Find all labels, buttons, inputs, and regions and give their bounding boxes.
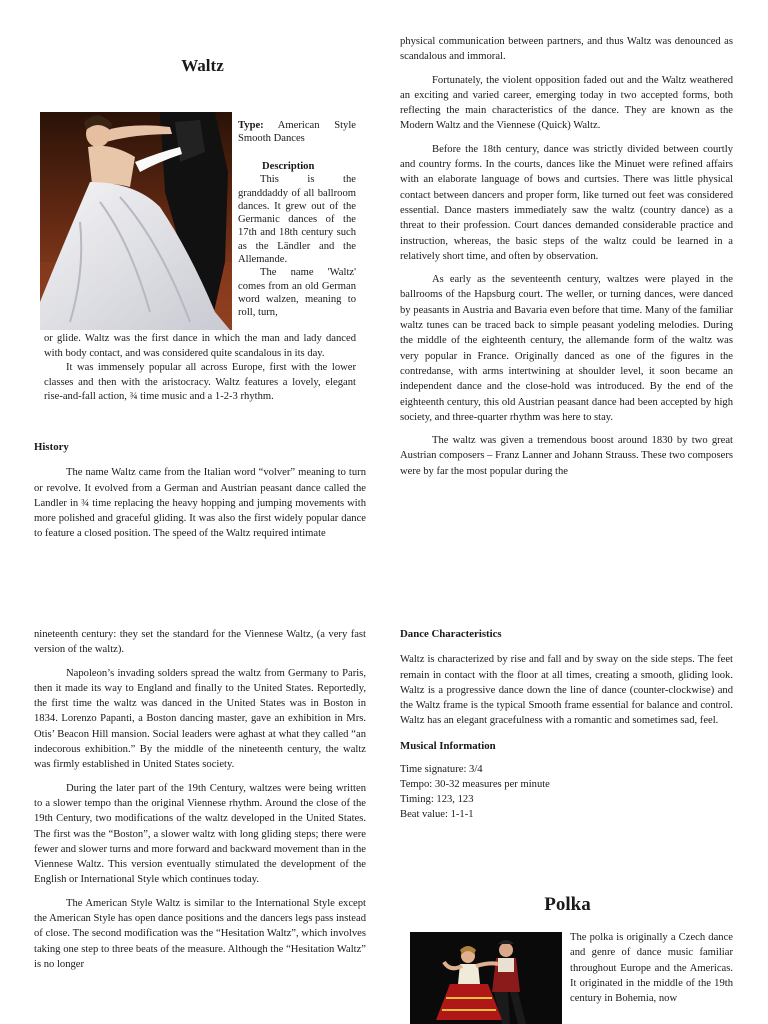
description-paragraph-2-start: The name 'Waltz' comes from an old German word walzen, meaning to roll, turn, <box>238 267 356 319</box>
timing: Timing: 123, 123 <box>400 794 474 806</box>
musical-information-list <box>400 762 733 822</box>
left-paragraph-3: During the later part of the 19th Century, waltzes were being written to a slower tempo than the original Viennese rhythm. Around the close of the 19th Century, two modifications of the waltz developed in the United States. The first was the “Boston”, a slower waltz with long gliding steps; there were fewer and slower turns and more forward and backward movement than in the Viennese Waltz. This version eventually stimulated the development of the English or International Style which continues today. <box>34 782 366 886</box>
polka-dancers-photo <box>410 932 562 1024</box>
left-paragraph-1: nineteenth century: they set the standard for the Viennese Waltz, (a very fast version of the waltz). <box>34 629 366 656</box>
history-section <box>34 440 366 550</box>
tempo: Tempo: 30-32 measures per minute <box>400 779 550 791</box>
description-paragraph-2-end: or glide. Waltz was the first dance in which the man and lady danced with body contact, and was considered quite scandalous in its day. <box>44 333 356 359</box>
description-heading: Description <box>262 161 315 172</box>
dance-characteristics-text: Waltz is characterized by rise and fall and by sway on the side steps. The feet remain in contact with the floor at all times, creating a smooth, gliding look. Waltz is a progressive dance down the line of dance (counter-clockwise) and the Waltz frame is the typical Smooth frame essential for balance and control. Waltz has an elegant gracefulness with a romantic and sometimes sad, feel. <box>400 654 733 727</box>
right-paragraph-2: Fortunately, the violent opposition faded out and the Waltz weathered an exciting and varied career, emerging today in two accepted forms, both reflecting the main characteristics of the dance. They are known as the Modern Waltz and the Viennese (Quick) Waltz. <box>400 74 733 132</box>
left-paragraph-2: Napoleon’s invading solders spread the waltz from Germany to Paris, then it made its way to England and finally to the United States. Reportedly, the first time the waltz was danced in the United States was in Boston in 1834. Lorenzo Papanti, a Boston dancing master, gave an exhibition in Mrs. Otis’ Beacon Hill mansion. Social leaders were aghast at what they called “an indecorous exhibition.” By the middle of the nineteenth century, the waltz was firmly established in United States society. <box>34 667 366 771</box>
right-paragraph-4: As early as the seventeenth century, waltzes were played in the ballrooms of the Hapsburg court. The weller, or turning dances, were danced by peasants in Austria and Bavaria even before that time. Many of the familiar waltz tunes can be traced back to simple peasant yodeling melodies. During the middle of the eighteenth century, the allemande form of the waltz was very popular in France. Originally danced as one of the figures in the contredanse, with arms intertwining at shoulder level, it soon became an independent dance and the close-hold was introduced. By the end of the eighteenth century, this old Austrian peasant dance had been accepted by high society, and three-quarter rhythm was here to stay. <box>400 274 733 423</box>
right-paragraph-1: physical communication between partners, and thus Waltz was denounced as scandalous and immoral. <box>400 36 733 63</box>
type-value: American Style Smooth Dances <box>238 120 356 145</box>
waltz-title: Waltz <box>181 56 224 75</box>
description-block <box>238 160 356 320</box>
history-heading: History <box>34 441 69 453</box>
page2-left-column <box>34 627 366 980</box>
musical-information-heading: Musical Information <box>400 739 496 752</box>
description-paragraph-1: This is the granddaddy of all ballroom dances. It grew out of the Germanic dances of the 17th and 18th century such as the Ländler and the Allemande. <box>238 174 356 266</box>
polka-title: Polka <box>544 894 591 915</box>
right-paragraph-3: Before the 18th century, dance was strictly divided between courtly and country forms. In the courts, dances like the Minuet were refined affairs with an elaborate language of bows and curtsies. There was little physical contact between dancers and proper form, like turned out feet was considered essential. Dance masters immediately saw the waltz (country dance) as a threat to their profession. Court dances demanded considerable practice and instruction, whereas, the basic steps of the waltz could be learned in a relatively short time, and often by observation. <box>400 143 733 262</box>
waltz-dancers-photo <box>40 112 232 330</box>
beat-value: Beat value: 1-1-1 <box>400 809 474 821</box>
right-paragraph-5: The waltz was given a tremendous boost around 1830 by two great Austrian composers – Franz Lanner and Johann Strauss. These two composers were by far the most popular during the <box>400 435 733 477</box>
dance-characteristics-section <box>400 627 733 822</box>
type-line <box>238 119 356 146</box>
type-label: Type: <box>238 120 264 131</box>
history-paragraph-1: The name Waltz came from the Italian word “volver” meaning to turn or revolve. It evolved from a German and Austrian peasant dance called the Landler in ¾ time replacing the heavy hopping and jumping movements with more polished and graceful gliding. It was also the first widely popular dance to feature a closed position. The speed of the Waltz required intimate <box>34 467 366 540</box>
dance-characteristics-heading: Dance Characteristics <box>400 628 502 640</box>
page1-right-column <box>400 34 733 487</box>
description-paragraph-3: It was immensely popular all across Europe, first with the lower classes and then with the aristocracy. Waltz features a lovely, elegant rise-and-fall action, ¾ time music and a 1-2-3 rhythm. <box>44 362 356 403</box>
description-continued <box>44 332 356 413</box>
left-paragraph-4: The American Style Waltz is similar to the International Style except the American Style has open dance positions and the dancers legs pass instead of close. The second modification was the “Hesitation Waltz”, which involves taking one step to three beats of the measure. Although the “Hesitation Waltz” is no longer <box>34 897 366 970</box>
polka-intro-text: The polka is originally a Czech dance and genre of dance music familiar throughout Europe and the Americas. It originated in the middle of the 19th century in Bohemia, now <box>570 932 733 1005</box>
time-signature: Time signature: 3/4 <box>400 764 483 776</box>
